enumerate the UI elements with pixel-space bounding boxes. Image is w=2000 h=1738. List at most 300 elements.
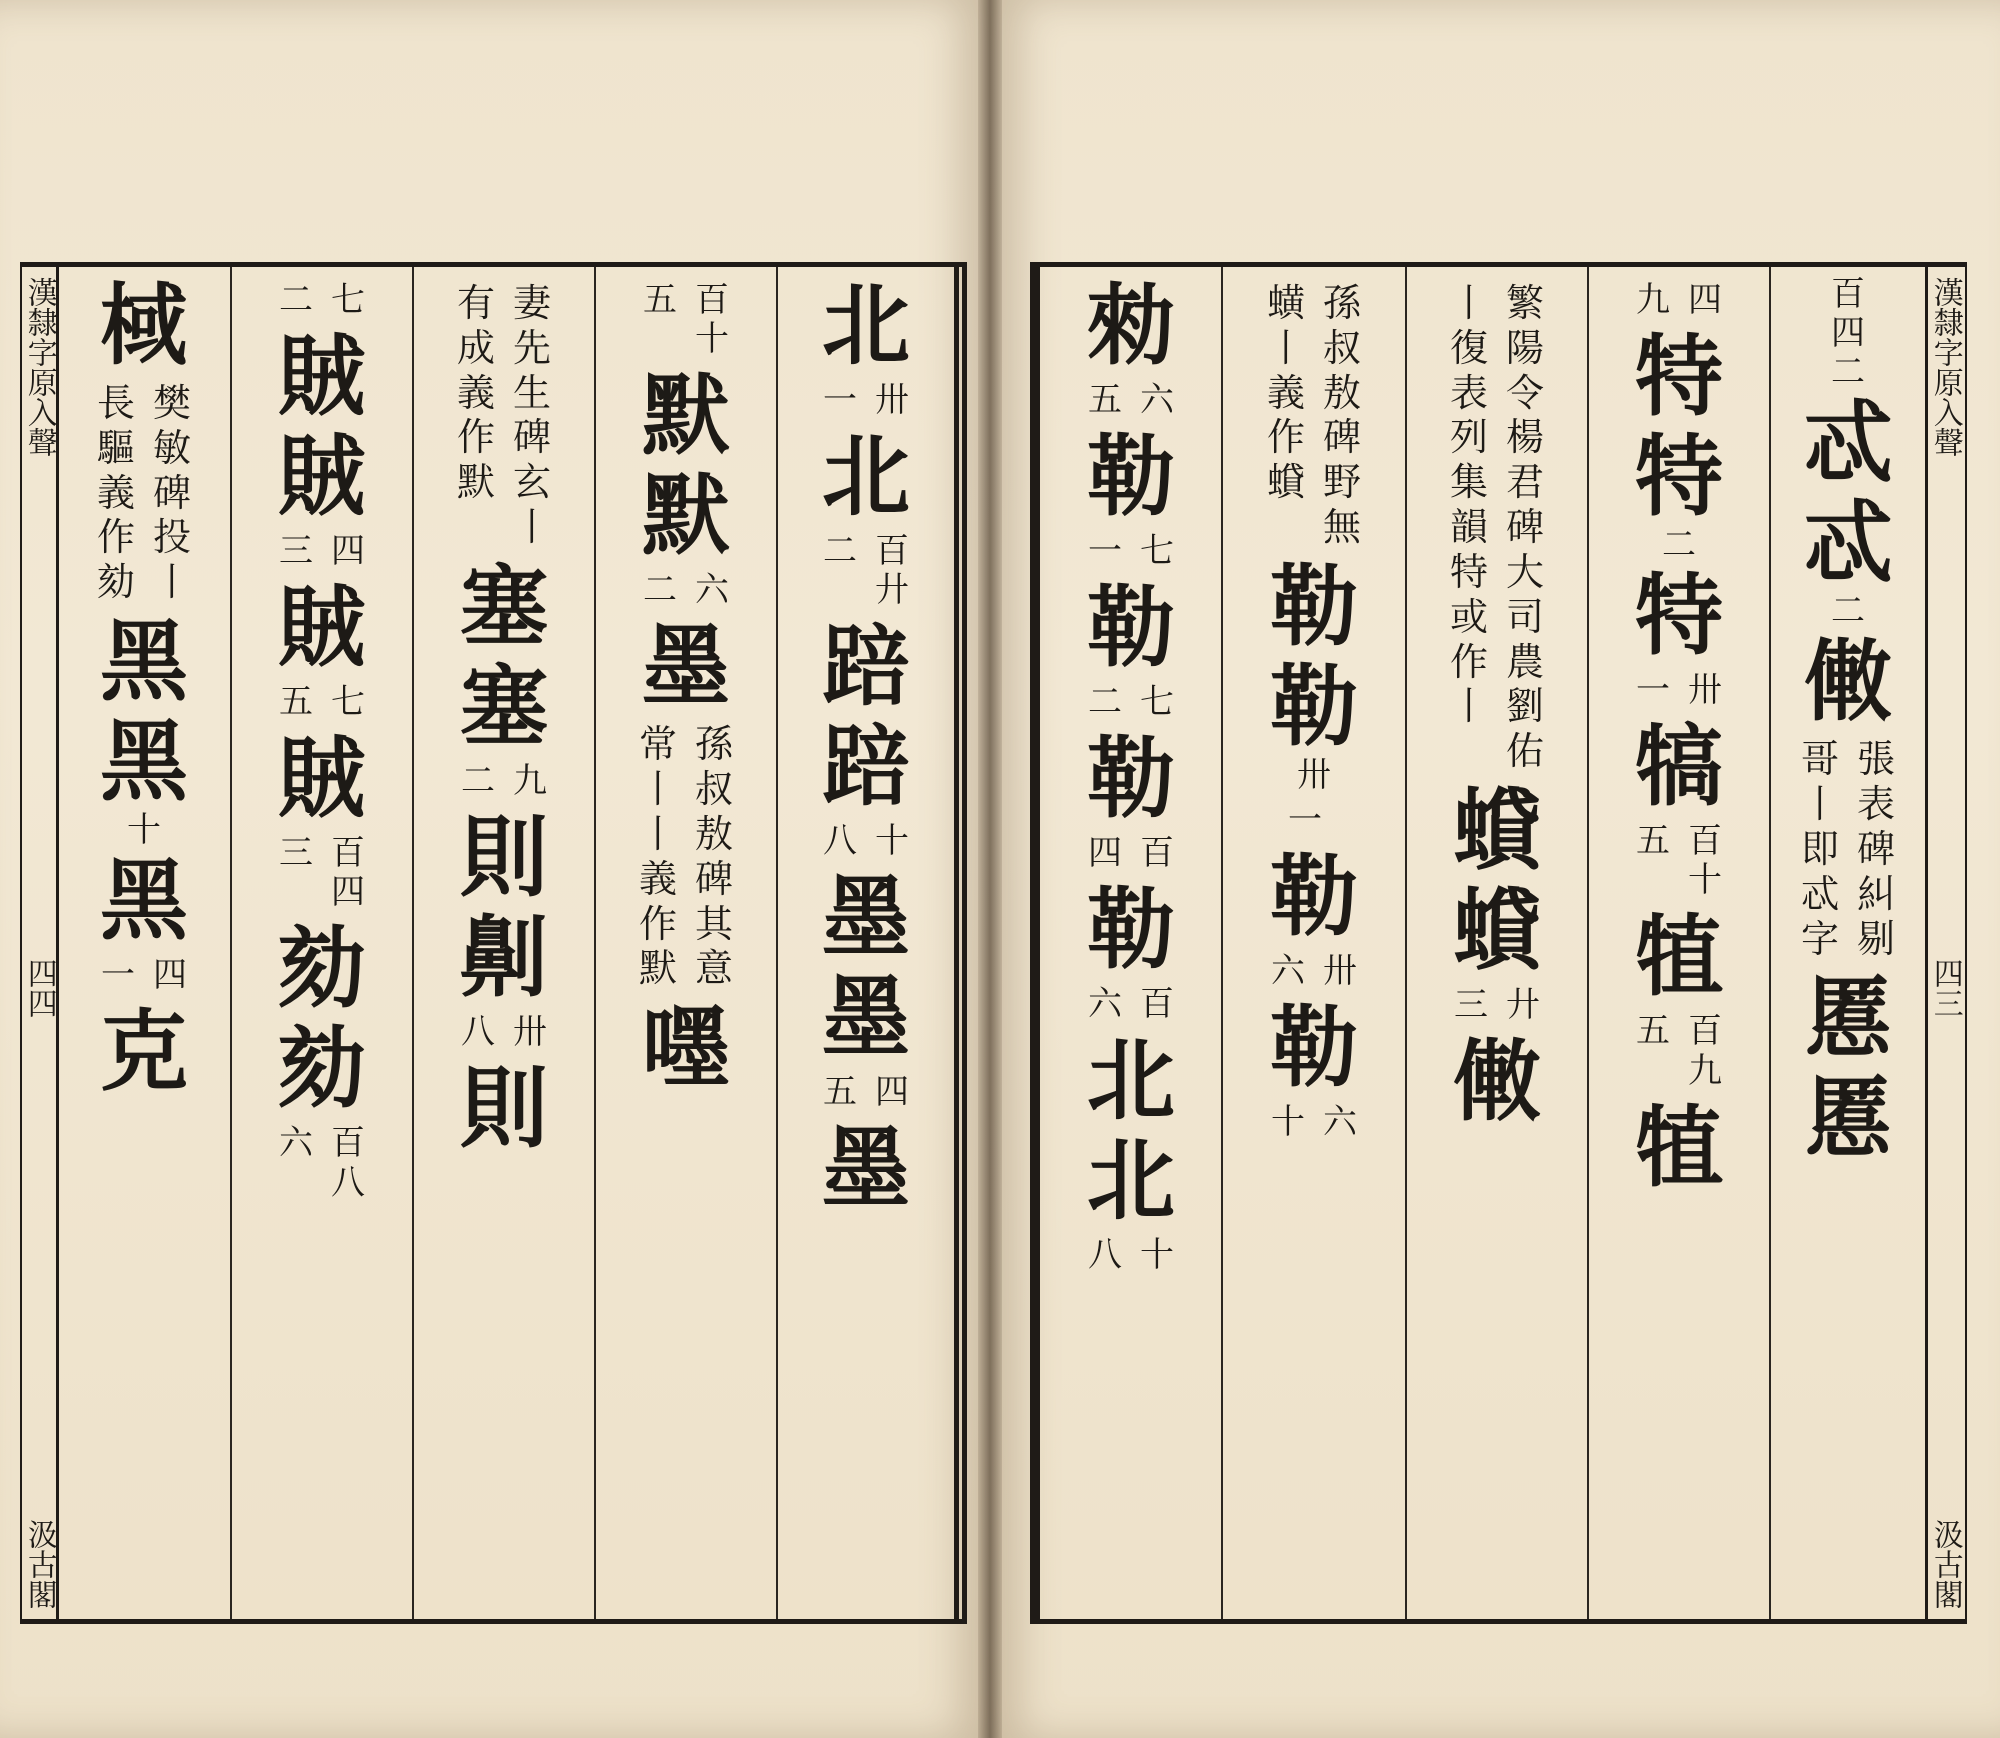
glyph: 百 (1688, 821, 1722, 862)
glyph: 敖 (695, 811, 734, 856)
glyph: 糾 (1857, 871, 1896, 916)
annotation-line (643, 281, 677, 359)
annotation-line (101, 956, 135, 995)
glyph: 長 (96, 381, 135, 425)
reference-numbers (1636, 1012, 1722, 1090)
headword-glyph: 蟘 (1452, 878, 1541, 983)
glyph: 丨 (1449, 684, 1488, 729)
glyph: 一 (1636, 670, 1670, 711)
reference-numbers (823, 1073, 909, 1112)
glyph: 字 (1800, 916, 1839, 961)
glyph: 孫 (695, 722, 734, 767)
headword-glyph: 黑 (99, 709, 188, 814)
glyph: 八 (331, 1162, 365, 1203)
glyph: 碑 (1506, 505, 1545, 550)
glyph: 驅 (96, 425, 135, 470)
glyph: 二 (1831, 591, 1865, 632)
glyph: 敖 (1323, 370, 1362, 415)
text-column (416, 275, 592, 1611)
headword-glyph: 勒 (1086, 726, 1175, 831)
glyph: 默 (638, 946, 677, 991)
glyph: 碑 (695, 856, 734, 901)
glyph: 三 (279, 833, 313, 874)
right-margin-rule (1925, 267, 1928, 1619)
annotation-line (1288, 801, 1322, 840)
glyph: 丨 (638, 767, 677, 812)
glyph: 百 (331, 833, 365, 874)
right-inner-rule (1035, 267, 1040, 1619)
annotation-line (1088, 985, 1122, 1024)
glyph: 蟥 (1266, 281, 1305, 325)
annotation-line (1140, 834, 1174, 873)
headword-glyph: 賊 (277, 424, 366, 529)
annotation-line (1140, 683, 1174, 722)
glyph: 四 (1831, 313, 1865, 354)
annotation-line (1688, 1012, 1722, 1090)
glyph: 廾 (875, 570, 909, 611)
headword-glyph: 勒 (1269, 844, 1358, 949)
glyph: 六 (1323, 1102, 1357, 1143)
headword-glyph: 克 (99, 999, 188, 1104)
annotation-line (1688, 281, 1722, 320)
annotation-line (1267, 281, 1305, 550)
glyph: 先 (513, 325, 552, 370)
left-margin-rule (56, 267, 59, 1619)
margin-press-name: 汲古閣 (21, 1519, 57, 1609)
text-column (598, 275, 774, 1611)
glyph: 楊 (1506, 415, 1545, 460)
right-page-frame (1030, 262, 1967, 1624)
glyph: 四 (153, 955, 187, 996)
glyph: 六 (1271, 951, 1305, 992)
reference-numbers (1636, 281, 1722, 320)
glyph: 一 (823, 380, 857, 420)
reference-numbers (1088, 985, 1174, 1024)
glyph: 九 (1636, 280, 1670, 320)
left-inner-rule (954, 267, 959, 1619)
headword-glyph: 犆 (1634, 904, 1723, 1009)
glyph: 三 (1454, 985, 1488, 1026)
annotation-line (1688, 671, 1722, 710)
glyph: 作 (1266, 415, 1305, 460)
glyph: 佑 (1506, 729, 1545, 774)
glyph: 成 (456, 325, 495, 370)
headword-glyph: 慝 (1803, 965, 1892, 1070)
annotation-line (331, 532, 365, 571)
glyph: 百 (875, 531, 909, 572)
glyph: 意 (695, 946, 734, 991)
glyph: 百 (1688, 1011, 1722, 1052)
glyph: 九 (513, 760, 547, 801)
headword-glyph: 賊 (277, 726, 366, 831)
glyph: 復 (1449, 325, 1488, 370)
annotation-line (1636, 281, 1670, 320)
headword-glyph: 賊 (277, 324, 366, 429)
glyph: 六 (695, 570, 729, 611)
glyph: 五 (279, 682, 313, 723)
glyph: 五 (1636, 821, 1670, 862)
annotation-note (97, 381, 191, 605)
annotation-line (823, 822, 857, 861)
glyph: 特 (1449, 549, 1488, 594)
glyph: 八 (823, 821, 857, 862)
text-column (1043, 275, 1219, 1611)
headword-glyph: 劾 (277, 916, 366, 1021)
annotation-line (153, 381, 191, 605)
glyph: 其 (695, 901, 734, 946)
glyph: 十 (127, 810, 161, 851)
glyph: 廾 (1506, 985, 1540, 1026)
glyph: 二 (823, 531, 857, 572)
annotation-line (695, 722, 733, 991)
glyph: 繁 (1506, 281, 1545, 325)
glyph: 七 (1140, 682, 1174, 723)
annotation-line (1323, 1103, 1357, 1142)
glyph: 蟘 (1266, 460, 1305, 505)
column-rule (594, 267, 596, 1619)
annotation-line (1088, 532, 1122, 571)
glyph: 四 (1088, 833, 1122, 874)
annotation-line (1636, 822, 1670, 900)
headword-glyph: 北 (821, 424, 910, 529)
glyph: 義 (638, 856, 677, 901)
reference-numbers (279, 834, 365, 912)
glyph: 韻 (1449, 505, 1488, 550)
annotation-line (1450, 281, 1488, 774)
glyph: 張 (1857, 737, 1896, 782)
glyph: 令 (1506, 370, 1545, 415)
reference-numbers (279, 532, 365, 571)
glyph: 妻 (513, 281, 552, 325)
annotation-note (1450, 281, 1544, 774)
reference-numbers (1454, 986, 1540, 1025)
annotation-line (1636, 671, 1670, 710)
glyph: 二 (1088, 682, 1122, 723)
annotation-note (1801, 737, 1895, 961)
reference-number (1831, 592, 1865, 631)
glyph: 默 (456, 460, 495, 505)
left-page-frame (20, 262, 967, 1624)
glyph: 作 (1449, 639, 1488, 684)
glyph: 孫 (1323, 281, 1362, 325)
text-column (780, 275, 952, 1611)
reference-number (127, 811, 161, 850)
glyph: 農 (1506, 639, 1545, 684)
glyph: 二 (461, 760, 495, 801)
glyph: 碑 (513, 415, 552, 460)
annotation-line (1088, 683, 1122, 722)
annotation-line (279, 532, 313, 571)
reference-numbers (279, 281, 365, 320)
glyph: 三 (279, 531, 313, 572)
glyph: 四 (875, 1072, 909, 1113)
annotation-line (823, 532, 857, 610)
annotation-line (331, 834, 365, 912)
glyph: 六 (1140, 380, 1174, 420)
annotation-line (1140, 532, 1174, 571)
annotation-line (1506, 986, 1540, 1025)
annotation-line (513, 1013, 547, 1052)
column-rule (412, 267, 414, 1619)
glyph: 丨 (513, 505, 552, 550)
glyph: 君 (1506, 460, 1545, 505)
headword-glyph: 塞 (459, 553, 548, 658)
annotation-line (153, 956, 187, 995)
annotation-line (639, 722, 677, 991)
headword-glyph: 賊 (277, 575, 366, 680)
column-rule (1769, 267, 1771, 1619)
glyph: 司 (1506, 594, 1545, 639)
glyph: 作 (638, 901, 677, 946)
reference-numbers (279, 683, 365, 722)
glyph: 五 (1088, 380, 1122, 420)
annotation-line (823, 381, 857, 420)
headword-glyph: 北 (821, 273, 910, 377)
annotation-line (461, 1013, 495, 1052)
glyph: 四 (1688, 280, 1722, 320)
glyph: 一 (1088, 531, 1122, 572)
glyph: 有 (456, 281, 495, 325)
headword-glyph: 勒 (1269, 995, 1358, 1100)
annotation-line (331, 683, 365, 722)
annotation-line (97, 381, 135, 605)
annotation-line (513, 281, 551, 550)
annotation-line (1271, 1103, 1305, 1142)
glyph: 九 (1688, 1050, 1722, 1091)
text-column (1773, 275, 1923, 1611)
glyph: 五 (643, 280, 677, 320)
margin-page-number: 四三 (1927, 958, 1963, 1018)
glyph: 十 (1271, 1102, 1305, 1143)
glyph: 一 (101, 955, 135, 996)
glyph: 六 (279, 1123, 313, 1164)
reference-numbers (1088, 381, 1174, 420)
glyph: 玄 (513, 460, 552, 505)
annotation-line (1088, 381, 1122, 420)
glyph: 表 (1449, 370, 1488, 415)
headword-glyph: 黑 (99, 848, 188, 953)
headword-glyph: 嚜 (641, 995, 730, 1100)
glyph: 叔 (1323, 325, 1362, 370)
headword-glyph: 塞 (459, 653, 548, 758)
headword-glyph: 犒 (1634, 714, 1723, 819)
annotation-line (1323, 281, 1361, 550)
annotation-line (1801, 737, 1839, 961)
headword-glyph: 勒 (1086, 424, 1175, 529)
reference-numbers (1636, 671, 1722, 710)
reference-numbers (461, 762, 547, 801)
headword-glyph: 勒 (1086, 877, 1175, 982)
annotation-line (1454, 986, 1488, 1025)
glyph: 表 (1857, 782, 1896, 827)
annotation-line (331, 1124, 365, 1202)
glyph: 七 (331, 280, 365, 320)
glyph: 十 (1688, 860, 1722, 901)
column-rule (1587, 267, 1589, 1619)
glyph: 集 (1449, 460, 1488, 505)
glyph: 四 (331, 872, 365, 913)
annotation-line (1088, 834, 1122, 873)
reference-numbers (461, 1013, 547, 1052)
headword-glyph: 僌 (1452, 1029, 1541, 1134)
annotation-line (1088, 1236, 1122, 1275)
glyph: 敏 (153, 425, 192, 470)
glyph: 無 (1323, 505, 1362, 550)
glyph: 忒 (1800, 871, 1839, 916)
glyph: 丨 (638, 811, 677, 856)
annotation-line (1140, 1236, 1174, 1275)
text-column (1591, 275, 1767, 1611)
headword-glyph: 踣 (821, 614, 910, 719)
headword-glyph: 僌 (1803, 629, 1892, 734)
headword-glyph: 劓 (459, 905, 548, 1010)
glyph: 丨 (1800, 782, 1839, 827)
glyph: 二 (279, 280, 313, 320)
glyph: 剔 (1857, 916, 1896, 961)
column-rule (1405, 267, 1407, 1619)
glyph: 八 (461, 1012, 495, 1053)
annotation-line (331, 281, 365, 320)
headword-glyph: 墨 (821, 865, 910, 970)
glyph: 卅 (875, 380, 909, 420)
annotation-line (875, 1073, 909, 1112)
annotation-line (1140, 381, 1174, 420)
annotation-line (1506, 281, 1544, 774)
glyph: 樊 (153, 381, 192, 425)
margin-title: 漢隸字原入聲 (1927, 277, 1963, 457)
glyph: 碑 (1323, 415, 1362, 460)
annotation-line (279, 1124, 313, 1202)
glyph: 義 (96, 470, 135, 515)
glyph: 常 (638, 722, 677, 767)
annotation-line (1857, 737, 1895, 961)
reference-numbers (1088, 1236, 1174, 1275)
headword-glyph: 特 (1634, 563, 1723, 668)
text-column (1225, 275, 1403, 1611)
annotation-line (823, 1073, 857, 1112)
glyph: 十 (1140, 1235, 1174, 1276)
reference-numbers (1088, 532, 1174, 571)
headword-glyph: 勒 (1086, 575, 1175, 680)
annotation-line (279, 834, 313, 912)
annotation-note (1267, 281, 1361, 550)
annotation-line (279, 683, 313, 722)
reference-numbers (1271, 952, 1357, 991)
reference-numbers (1271, 1103, 1357, 1142)
glyph: 卅 (1688, 670, 1722, 711)
annotation-line (695, 281, 729, 359)
headword-glyph: 墨 (641, 614, 730, 719)
headword-glyph: 則 (459, 805, 548, 910)
glyph: 哥 (1800, 737, 1839, 782)
margin-title: 漢隸字原入聲 (21, 277, 57, 457)
column-rule (230, 267, 232, 1619)
annotation-line (279, 281, 313, 320)
glyph: 二 (643, 570, 677, 611)
glyph: 卅 (513, 1012, 547, 1053)
reference-numbers (643, 281, 729, 359)
annotation-line (457, 281, 495, 550)
annotation-line (1688, 822, 1722, 900)
glyph: 二 (1662, 525, 1696, 566)
glyph: 七 (331, 682, 365, 723)
glyph: 七 (1140, 531, 1174, 572)
reference-numbers (101, 956, 187, 995)
glyph: 十 (695, 319, 729, 360)
glyph: 丨 (1449, 281, 1488, 325)
headword-glyph: 犆 (1634, 1094, 1723, 1199)
glyph: 劉 (1506, 684, 1545, 729)
column-rule (776, 267, 778, 1619)
left-margin-column (21, 277, 57, 1609)
text-column (234, 275, 410, 1611)
glyph: 百 (1140, 833, 1174, 874)
headword-glyph: 墨 (821, 1116, 910, 1221)
headword-glyph: 勒 (1269, 553, 1358, 658)
headword-glyph: 北 (1086, 1128, 1175, 1233)
column-rule (1221, 267, 1223, 1619)
reference-number (1297, 756, 1331, 795)
annotation-note (457, 281, 551, 550)
glyph: 義 (1266, 370, 1305, 415)
glyph: 陽 (1506, 325, 1545, 370)
glyph: 義 (456, 370, 495, 415)
headword-glyph: 北 (1086, 1028, 1175, 1133)
annotation-line (875, 822, 909, 861)
book-gutter (978, 0, 1002, 1738)
annotation-line (695, 571, 729, 610)
text-column (60, 275, 228, 1611)
reference-numbers (1088, 683, 1174, 722)
glyph: 百 (331, 1123, 365, 1164)
glyph: 丨 (1266, 325, 1305, 370)
annotation-line (513, 762, 547, 801)
annotation-line (1140, 985, 1174, 1024)
glyph: 即 (1800, 827, 1839, 872)
glyph: 卅 (1297, 754, 1331, 795)
glyph: 五 (823, 1072, 857, 1113)
annotation-line (461, 762, 495, 801)
reference-number (1831, 353, 1865, 392)
annotation-line (1323, 952, 1357, 991)
headword-glyph: 墨 (821, 965, 910, 1070)
reference-numbers (823, 381, 909, 420)
glyph: 生 (513, 370, 552, 415)
glyph: 投 (153, 515, 192, 560)
headword-glyph: 則 (459, 1056, 548, 1161)
glyph: 百 (695, 280, 729, 320)
reference-number (1662, 526, 1696, 565)
reference-numbers (279, 1124, 365, 1202)
headword-glyph: 忒 (1803, 490, 1892, 595)
glyph: 或 (1449, 594, 1488, 639)
glyph: 卅 (1323, 951, 1357, 992)
glyph: 叔 (695, 767, 734, 812)
annotation-note (639, 722, 733, 991)
reference-number (1831, 275, 1865, 353)
headword-glyph: 默 (641, 363, 730, 468)
annotation-line (875, 532, 909, 610)
annotation-line (875, 381, 909, 420)
glyph: 列 (1449, 415, 1488, 460)
margin-page-number: 四四 (21, 958, 57, 1018)
glyph: 五 (1636, 1011, 1670, 1052)
right-margin-column (1929, 277, 1961, 1609)
reference-numbers (823, 822, 909, 861)
text-column (1409, 275, 1585, 1611)
headword-glyph: 劾 (277, 1016, 366, 1121)
reference-numbers (643, 571, 729, 610)
